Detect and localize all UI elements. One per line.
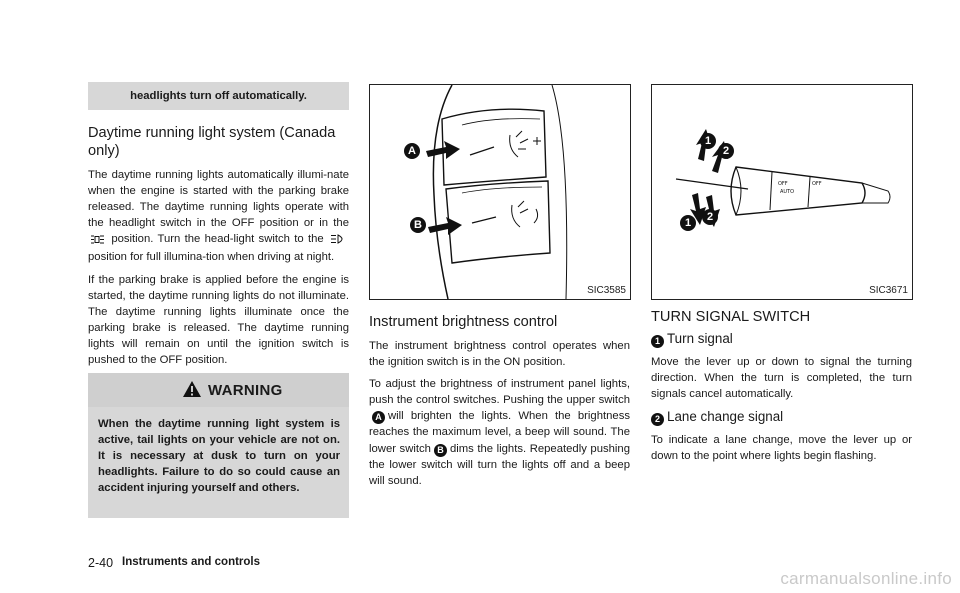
drl-para1-part-a: The daytime running lights automatically illumi-nate when the engine is started with the parking brake released. The daytime running lights operate with the headlight switch in the OFF position or in the (88, 169, 349, 230)
column-1 (88, 124, 349, 374)
callout-2-bottom: 2 (702, 209, 718, 225)
callout-a: A (404, 143, 420, 159)
page-number: 2-40 (88, 556, 114, 570)
callout-1-top: 1 (700, 133, 716, 149)
svg-text:OFF: OFF (778, 181, 788, 187)
turn-signal-figure (651, 84, 913, 300)
warning-text: When the daytime running light system is active, tail lights on your vehicle are not on. It is necessary at dusk to turn on your headlights. Failure to do so could cause an accident injuring yourself and others. (98, 418, 340, 494)
svg-text:OFF: OFF (812, 181, 822, 187)
warning-triangle-icon (182, 380, 202, 403)
turn-signal-heading: TURN SIGNAL SWITCH (651, 309, 811, 325)
subheading-number-1: 1 (651, 335, 664, 348)
watermark: carmanualsonline.info (780, 569, 952, 588)
brightness-switch-figure (369, 84, 631, 300)
warning-header (88, 373, 349, 407)
warning-title: WARNING (208, 382, 283, 399)
callout-1-bottom: 1 (680, 215, 696, 231)
brightness-para2-part-a: To adjust the brightness of instrument panel lights, push the control switches. Pushing the upper switch (369, 378, 630, 407)
lane-change-subheading (651, 408, 912, 426)
column-2 (369, 313, 630, 495)
brightness-para2-part-c: dims the lights. Repeatedly pushing the lower switch will turn the lights off and a beep will sound. (369, 442, 630, 487)
callout-2-top: 2 (718, 143, 734, 159)
column-3 (651, 308, 912, 470)
brightness-paragraph-2 (369, 376, 630, 489)
lane-change-subtitle: Lane change signal (667, 409, 784, 425)
drl-para1-part-b: position. Turn the head-light switch to the (111, 233, 324, 246)
brightness-heading: Instrument brightness control (369, 314, 558, 330)
section-title: Instruments and controls (122, 556, 261, 568)
turn-signal-lever-illustration (652, 85, 912, 299)
brightness-switch-illustration (370, 85, 630, 299)
warning-box (88, 373, 349, 518)
parking-light-icon (90, 233, 105, 249)
figure-code: SIC3671 (869, 285, 908, 296)
drl-para1-part-c: position for full illumina-tion when driving at night. (88, 251, 335, 264)
turn-signal-text: Move the lever up or down to signal the turning direction. When the turn is completed, the turn signals cancel automatically. (651, 356, 912, 401)
callout-b: B (410, 217, 426, 233)
drl-heading: Daytime running light system (Canada only) (88, 125, 336, 159)
headlight-icon (330, 233, 347, 249)
inline-label-b: B (434, 444, 447, 457)
drl-paragraph-2: If the parking brake is applied before the engine is started, the daytime running lights do not illuminate. The daytime running lights illuminate once the parking brake is released. The daytime running lights will remain on until the ignition switch is pushed to the OFF position. (88, 273, 349, 367)
turn-signal-subheading (651, 330, 912, 348)
figure-code: SIC3585 (587, 285, 626, 296)
continuation-banner: headlights turn off automatically. (88, 82, 349, 110)
drl-paragraph-1 (88, 167, 349, 266)
brightness-para2-part-b: will brighten the lights. When the brightness reaches the maximum level, a beep will sound. The lower switch (369, 410, 630, 455)
subheading-number-2: 2 (651, 413, 664, 426)
lane-change-text: To indicate a lane change, move the lever up or down to the point where lights begin flashing. (651, 434, 912, 463)
svg-text:AUTO: AUTO (780, 189, 795, 195)
inline-label-a: A (372, 411, 385, 424)
brightness-paragraph-1: The instrument brightness control operates when the ignition switch is in the ON position. (369, 340, 630, 369)
turn-signal-subtitle: Turn signal (667, 331, 733, 346)
